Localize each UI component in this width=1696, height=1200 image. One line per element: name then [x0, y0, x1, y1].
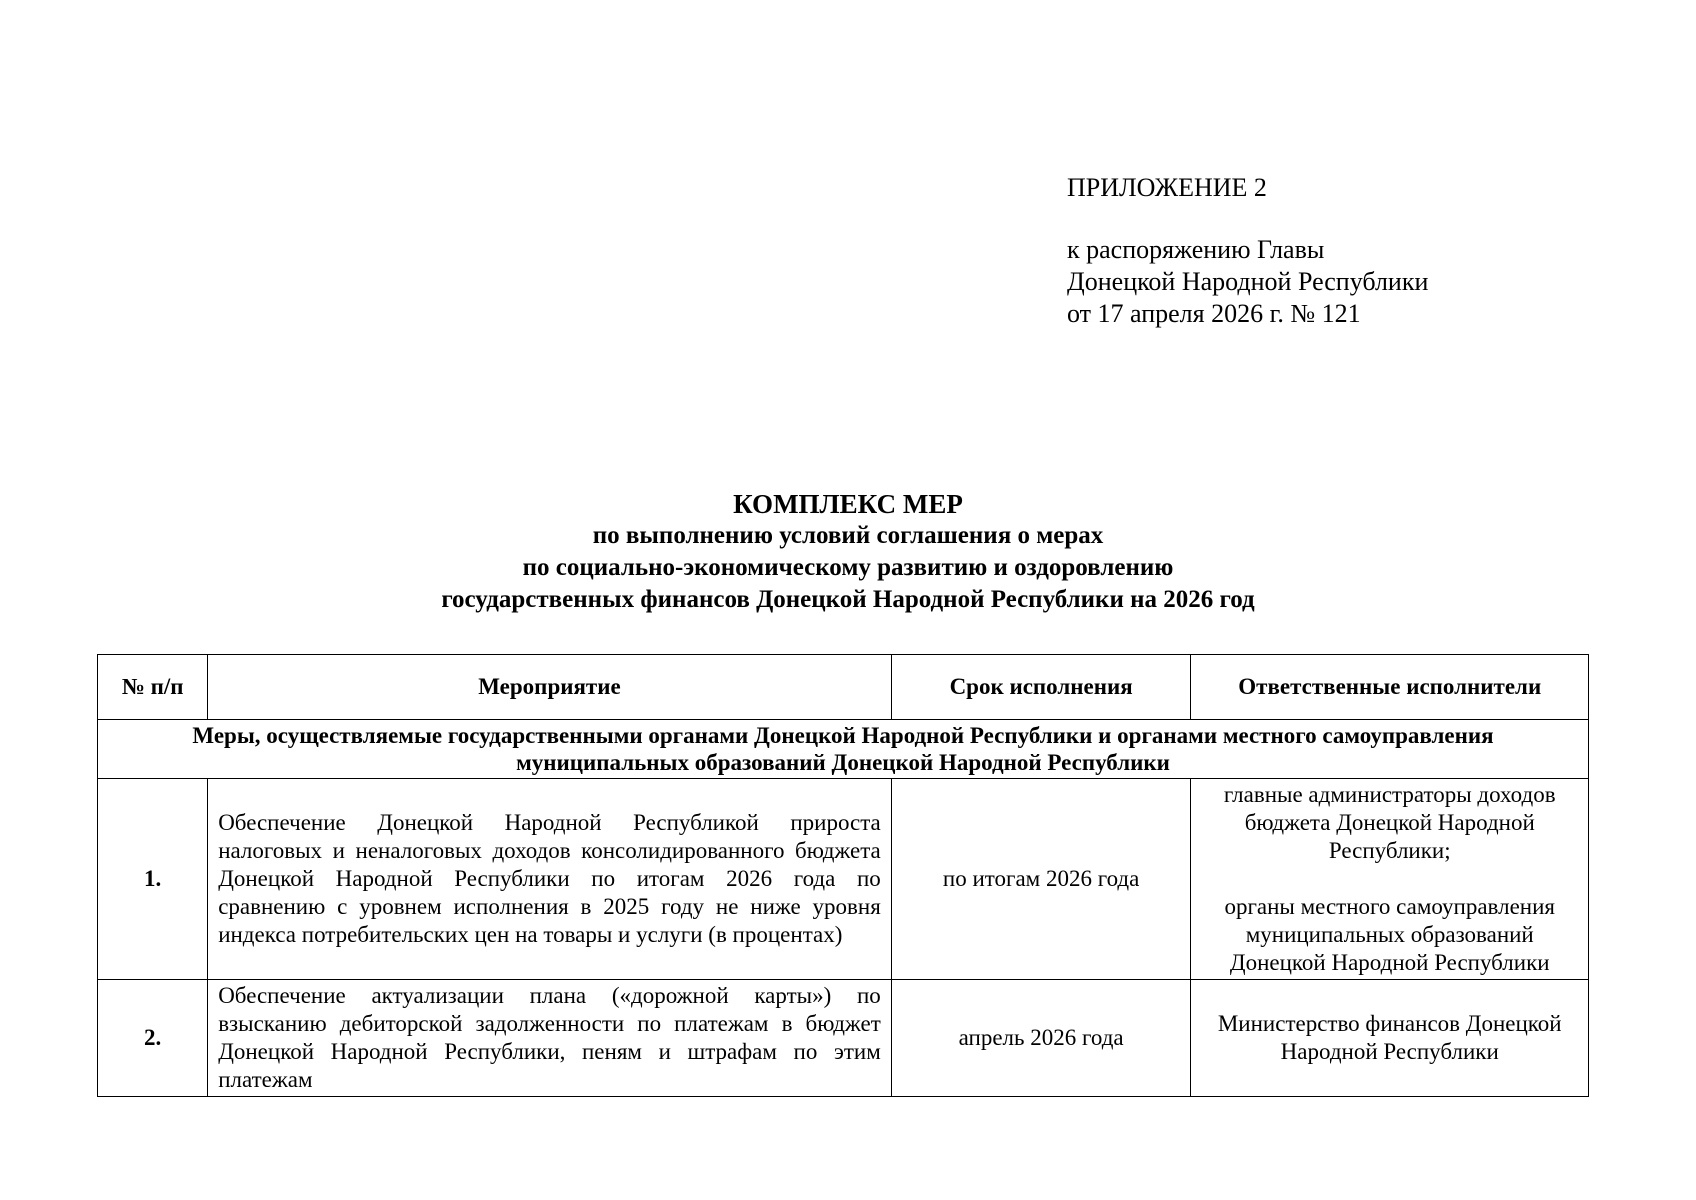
appendix-reference-line-1: к распоряжению Главы: [1067, 235, 1325, 264]
row-term: апрель 2026 года: [891, 980, 1191, 1097]
section-row: [98, 720, 1589, 779]
responsible-spacer: [1201, 865, 1578, 893]
row-responsible: [1191, 779, 1589, 980]
table-row: [98, 980, 1589, 1097]
row-number: 1.: [98, 779, 208, 980]
document-title: [0, 488, 1696, 616]
table-header-row: [98, 655, 1589, 720]
responsible-entry-2: органы местного самоуправления муниципальных образований Донецкой Народной Республики: [1224, 894, 1555, 975]
row-measure: Обеспечение актуализации плана («дорожной карты») по взысканию дебиторской задолженности по платежам в бюджет Донецкой Народной Республики, пеням и штрафам по этим платежам: [208, 980, 892, 1097]
row-term: по итогам 2026 года: [891, 779, 1191, 980]
responsible-entry-1: главные администраторы доходов бюджета Донецкой Народной Республики;: [1223, 782, 1556, 863]
table-row: [98, 779, 1589, 980]
row-number: 2.: [98, 980, 208, 1097]
title-main: КОМПЛЕКС МЕР: [733, 489, 963, 519]
appendix-reference-line-3: от 17 апреля 2026 г. № 121: [1067, 299, 1361, 328]
appendix-label: ПРИЛОЖЕНИЕ 2: [1067, 173, 1267, 202]
title-line-3: государственных финансов Донецкой Народной Республики на 2026 год: [441, 586, 1255, 613]
header-responsible: Ответственные исполнители: [1191, 655, 1589, 720]
header-number: № п/п: [98, 655, 208, 720]
header-measure: Мероприятие: [208, 655, 892, 720]
header-term: Срок исполнения: [891, 655, 1191, 720]
row-measure: Обеспечение Донецкой Народной Республикой прироста налоговых и неналоговых доходов консолидированного бюджета Донецкой Народной Республики по итогам 2026 года по сравнению с уровнем исполнения в 2025 году не ниже уровня индекса потребительских цен на товары и услуги (в процентах): [208, 779, 892, 980]
appendix-reference-line-2: Донецкой Народной Республики: [1067, 267, 1429, 296]
appendix-header: [1067, 172, 1428, 330]
row-responsible: [1191, 980, 1589, 1097]
title-line-1: по выполнению условий соглашения о мерах: [592, 522, 1104, 549]
responsible-entry-1: Министерство финансов Донецкой Народной Республики: [1217, 1011, 1562, 1064]
measures-table: [97, 654, 1589, 1097]
section-title: Меры, осуществляемые государственными органами Донецкой Народной Республики и органами местного самоуправления муниципальных образований Донецкой Народной Республики: [98, 720, 1589, 779]
title-line-2: по социально-экономическому развитию и оздоровлению: [522, 554, 1174, 581]
